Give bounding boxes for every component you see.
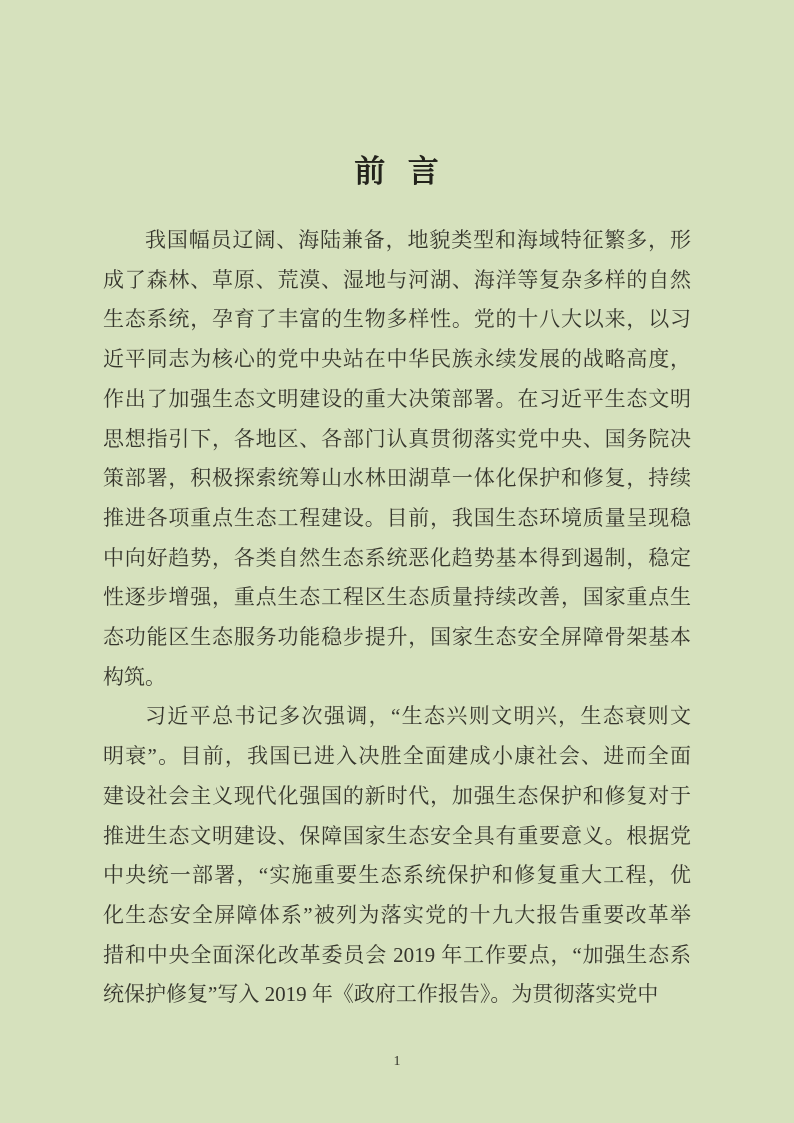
text-line: 化生态安全屏障体系”被列为落实党的十九大报告重要改革举 bbox=[103, 902, 691, 927]
text-line: 思想指引下，各地区、各部门认真贯彻落实党中央、国务院决 bbox=[103, 426, 691, 451]
text-line: 构筑。 bbox=[103, 664, 166, 689]
text-line: 明衰”。目前，我国已进入决胜全面建成小康社会、进而全面 bbox=[103, 744, 691, 769]
text-line: 态功能区生态服务功能稳步提升，国家生态安全屏障骨架基本 bbox=[103, 625, 691, 650]
text-line: 习近平总书记多次强调，“生态兴则文明兴，生态衰则文 bbox=[145, 704, 691, 729]
text-line: 中向好趋势，各类自然生态系统恶化趋势基本得到遏制，稳定 bbox=[103, 545, 691, 570]
page-title: 前 言 bbox=[354, 154, 440, 189]
text-line: 推进生态文明建设、保障国家生态安全具有重要意义。根据党 bbox=[103, 823, 691, 848]
text-line: 成了森林、草原、荒漠、湿地与河湖、海洋等复杂多样的自然 bbox=[103, 267, 691, 292]
text-line: 性逐步增强，重点生态工程区生态质量持续改善，国家重点生 bbox=[103, 585, 691, 610]
text-line: 措和中央全面深化改革委员会 2019 年工作要点，“加强生态系 bbox=[103, 942, 691, 967]
text-line: 统保护修复”写入 2019 年《政府工作报告》。为贯彻落实党中 bbox=[103, 982, 659, 1007]
text-line: 生态系统，孕育了丰富的生物多样性。党的十八大以来，以习 bbox=[103, 307, 691, 332]
text-line: 我国幅员辽阔、海陆兼备，地貌类型和海域特征繁多，形 bbox=[145, 228, 691, 252]
text-line: 推进各项重点生态工程建设。目前，我国生态环境质量呈现稳 bbox=[103, 505, 691, 530]
text-line: 作出了加强生态文明建设的重大决策部署。在习近平生态文明 bbox=[103, 386, 691, 411]
text-line: 策部署，积极探索统筹山水林田湖草一体化保护和修复，持续 bbox=[103, 466, 691, 491]
text-line: 中央统一部署，“实施重要生态系统保护和修复重大工程，优 bbox=[103, 863, 691, 888]
text-line: 近平同志为核心的党中央站在中华民族永续发展的战略高度， bbox=[103, 347, 691, 372]
page-number: 1 bbox=[393, 1054, 401, 1069]
text-line: 建设社会主义现代化强国的新时代，加强生态保护和修复对于 bbox=[103, 783, 691, 808]
body-text bbox=[103, 221, 691, 1015]
